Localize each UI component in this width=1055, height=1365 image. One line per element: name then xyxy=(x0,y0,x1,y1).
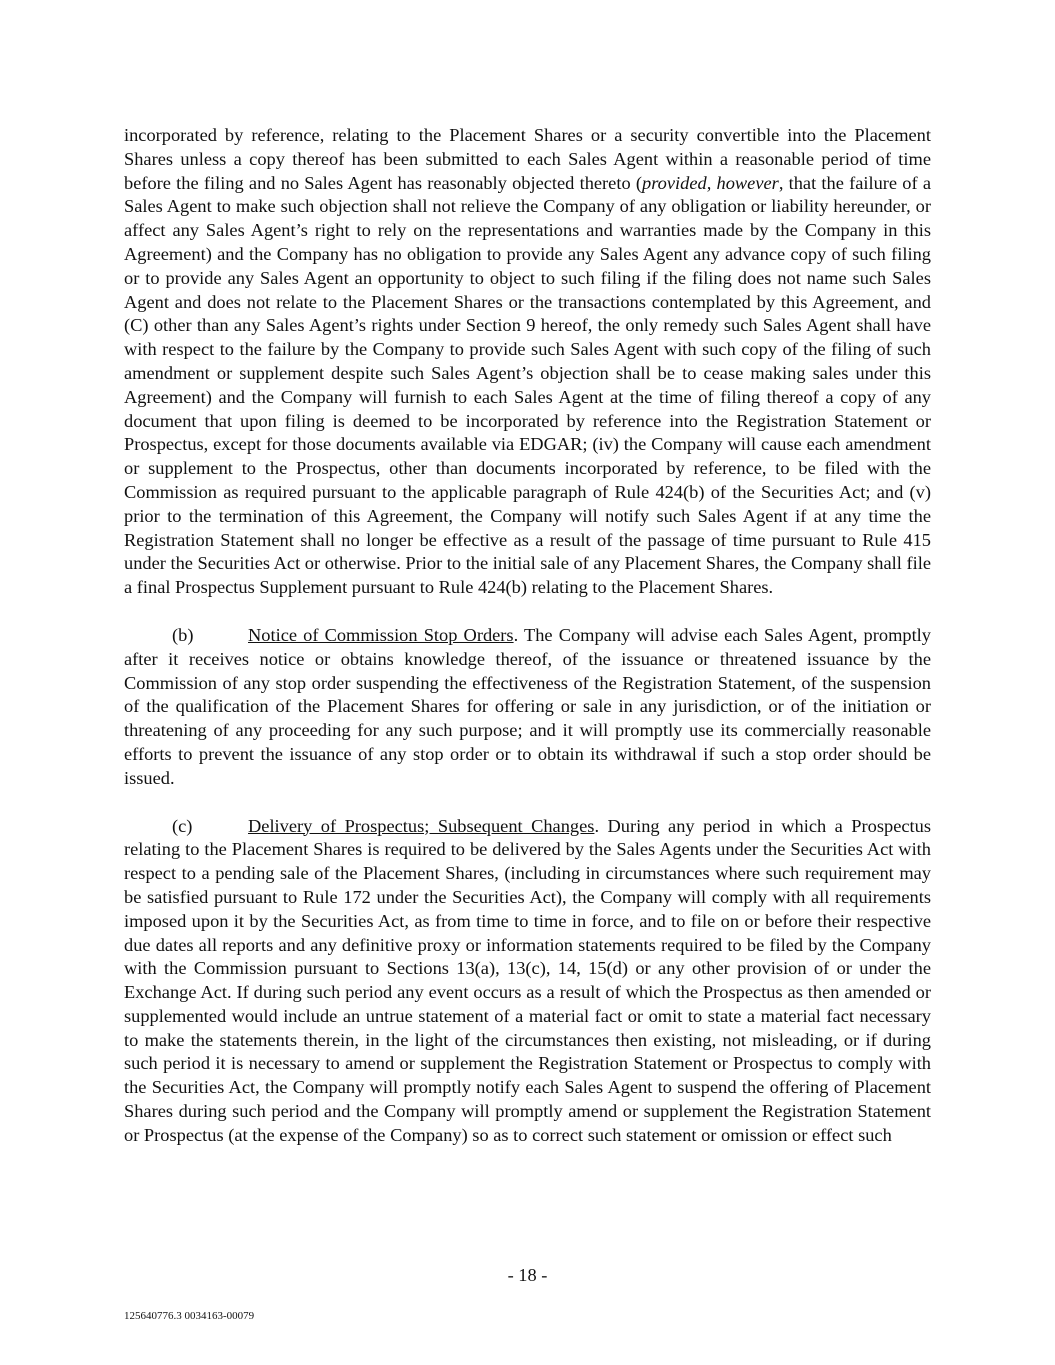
continuation-paragraph xyxy=(124,124,931,600)
document-id: 125640776.3 0034163-00079 xyxy=(124,1310,255,1322)
section-b-paragraph xyxy=(124,624,931,791)
provided-however-italic: provided, however xyxy=(642,172,779,193)
document-body xyxy=(124,124,931,1148)
section-b-label: (b) xyxy=(172,624,194,645)
page-number: - 18 - xyxy=(507,1265,548,1285)
section-c-heading: Delivery of Prospectus; Subsequent Changes xyxy=(248,815,595,836)
continuation-text-1: incorporated by reference, relating to the Placement Shares or a security convertible into the Placement Shares unless a copy thereof has been submitted to each Sales Agent within a reasonable period of time before the filing and no Sales Agent has reasonably objected thereto ( xyxy=(124,125,931,193)
section-c-label: (c) xyxy=(172,815,193,836)
section-b-text: . The Company will advise each Sales Agent, promptly after it receives notice or obtains knowledge thereof, of the issuance or threatened issuance by the Commission of any stop order suspending the effectiveness of the Registration Statement, of the suspension of the qualification of the Placement Shares for offering or sale in any jurisdiction, or of the initiation or threatening of any proceeding for any such purpose; and it will promptly use its commercially reasonable efforts to prevent the issuance of any stop order or to obtain its withdrawal if such a stop order should be issued. xyxy=(124,624,931,788)
section-c-paragraph xyxy=(124,815,931,1148)
section-b-heading: Notice of Commission Stop Orders xyxy=(248,624,514,645)
section-c-text: . During any period in which a Prospectus relating to the Placement Shares is required to be delivered by the Sales Agents under the Securities Act with respect to a pending sale of the Placement Shares, (including in circumstances where such requirement may be satisfied pursuant to Rule 172 under the Securities Act), the Company will comply with all requirements imposed upon it by the Securities Act, as from time to time in force, and to file on or before their respective due dates all reports and any definitive proxy or information statements required to be filed by the Company with the Commission pursuant to Sections 13(a), 13(c), 14, 15(d) or any other provision of or under the Exchange Act. If during such period any event occurs as a result of which the Prospectus as then amended or supplemented would include an untrue statement of a material fact or omit to state a material fact necessary to make the statements therein, in the light of the circumstances then existing, not misleading, or if during such period it is necessary to amend or supplement the Registration Statement or Prospectus to comply with the Securities Act, the Company will promptly notify each Sales Agent to suspend the offering of Placement Shares during such period and the Company will promptly amend or supplement the Registration Statement or Prospectus (at the expense of the Company) so as to correct such statement or omission or effect such xyxy=(124,815,931,1145)
continuation-text-2: , that the failure of a Sales Agent to make such objection shall not relieve the Company of any obligation or liability hereunder, or affect any Sales Agent’s right to rely on the representations and warranties made by the Company in this Agreement) and the Company has no obligation to provide any Sales Agent any advance copy of such filing or to provide any Sales Agent an opportunity to object to such filing if the filing does not name such Sales Agent and does not relate to the Placement Shares or the transactions contemplated by this Agreement, and (C) other than any Sales Agent’s rights under Section 9 hereof, the only remedy such Sales Agent shall have with respect to the failure by the Company to provide such Sales Agent with such copy of the filing of such amendment or supplement despite such Sales Agent’s objection shall be to cease making sales under this Agreement) and the Company will furnish to each Sales Agent at the time of filing thereof a copy of any document that upon filing is deemed to be incorporated by reference into the Registration Statement or Prospectus, except for those documents available via EDGAR; (iv) the Company will cause each amendment or supplement to the Prospectus, other than documents incorporated by reference, to be filed with the Commission as required pursuant to the applicable paragraph of Rule 424(b) of the Securities Act; and (v) prior to the termination of this Agreement, the Company will notify such Sales Agent if at any time the Registration Statement shall no longer be effective as a result of the passage of time pursuant to Rule 415 under the Securities Act or otherwise. Prior to the initial sale of any Placement Shares, the Company shall file a final Prospectus Supplement pursuant to Rule 424(b) relating to the Placement Shares. xyxy=(124,172,932,598)
